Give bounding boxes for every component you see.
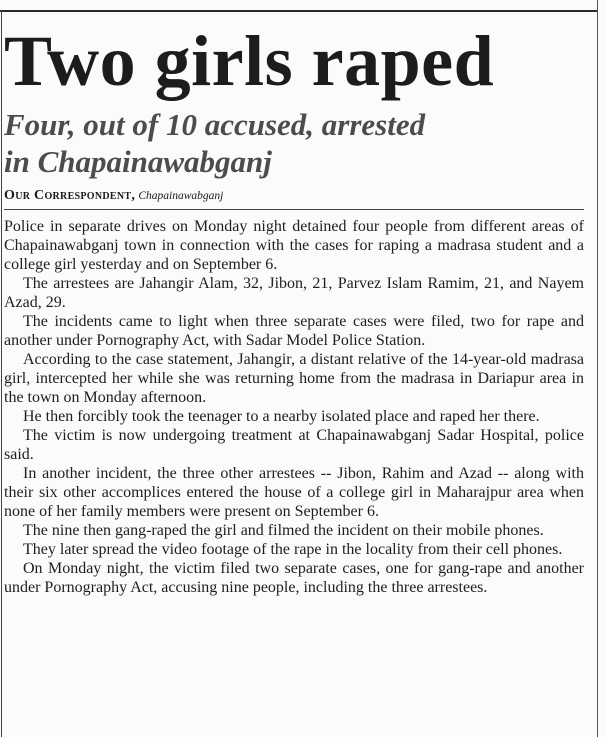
body-paragraph: The nine then gang-raped the girl and filmed the incident on their mobile phones. <box>23 522 544 539</box>
column-separator <box>597 0 598 737</box>
top-rule <box>0 10 597 12</box>
headline: Two girls raped <box>4 21 495 101</box>
subheadline <box>4 106 584 180</box>
byline-location: Chapainawabganj <box>138 190 224 202</box>
body-paragraph: According to the case statement, Jahangir, a distant relative of the 14-year-old madrasa girl, intercepted her while she was returning home from the madrasa in Dariapur area in the town on Monday afternoon. <box>4 351 584 406</box>
body-paragraph: Police in separate drives on Monday night detained four people from different areas of Chapainawabganj town in connection with the cases for raping a madrasa student and a college girl yesterday and on September 6. <box>4 218 584 273</box>
body-paragraph: In another incident, the three other arrestees -- Jibon, Rahim and Azad -- along with their six other accomplices entered the house of a college girl in Maharajpur area when none of her family members were present on September 6. <box>4 465 584 520</box>
body-paragraph: On Monday night, the victim filed two separate cases, one for gang-rape and another under Pornography Act, accusing nine people, including the three arrestees. <box>4 560 584 596</box>
body-paragraph: They later spread the video footage of the rape in the locality from their cell phones. <box>23 541 563 558</box>
news-article <box>4 18 584 597</box>
article-body <box>4 217 584 597</box>
body-paragraph: The victim is now undergoing treatment at Chapainawabganj Sadar Hospital, police said. <box>4 427 584 463</box>
subheadline-line-1: Four, out of 10 accused, arrested <box>4 107 426 142</box>
body-paragraph: The arrestees are Jahangir Alam, 32, Jibon, 21, Parvez Islam Ramim, 21, and Nayem Azad, 29. <box>4 275 584 311</box>
body-paragraph: He then forcibly took the teenager to a nearby isolated place and raped her there. <box>23 408 540 425</box>
subheadline-line-2: in Chapainawabganj <box>4 144 272 179</box>
byline-author: Our Correspondent, <box>4 188 136 203</box>
body-paragraph: The incidents came to light when three separate cases were filed, two for rape and another under Pornography Act, with Sadar Model Police Station. <box>4 313 584 349</box>
byline <box>4 188 584 210</box>
left-column-rule <box>1 10 2 737</box>
